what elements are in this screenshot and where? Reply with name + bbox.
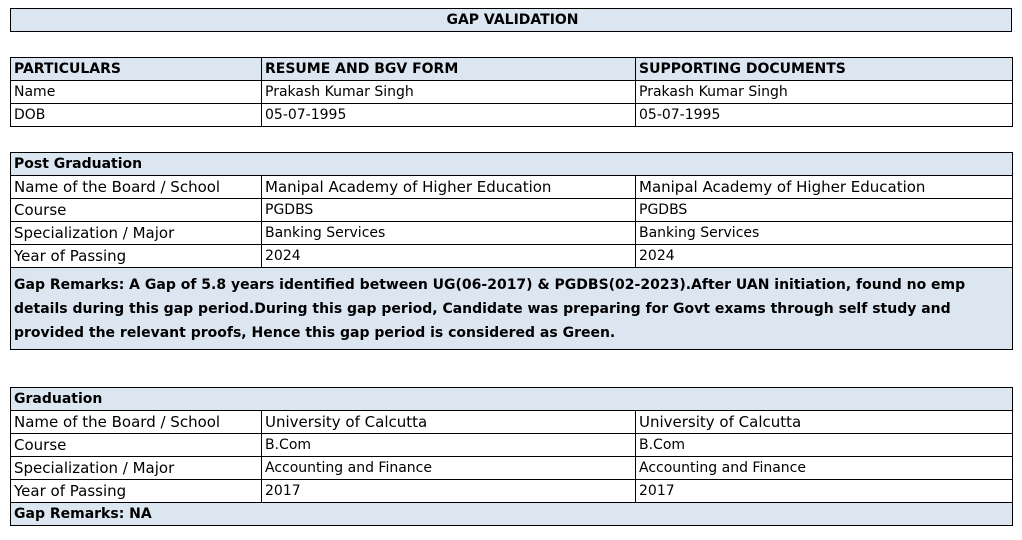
row-supporting: PGDBS [636,199,1013,222]
row-resume: University of Calcutta [262,411,636,434]
header-particulars: PARTICULARS [11,58,262,81]
row-label: Year of Passing [11,245,262,268]
row-supporting: Accounting and Finance [636,457,1013,480]
row-supporting: 2024 [636,245,1013,268]
row-supporting: 2017 [636,480,1013,503]
name-resume: Prakash Kumar Singh [262,81,636,104]
row-resume: 2024 [262,245,636,268]
row-label: Name of the Board / School [11,176,262,199]
row-supporting: University of Calcutta [636,411,1013,434]
row-label: Course [11,434,262,457]
dob-resume: 05-07-1995 [262,104,636,127]
section-title-graduation: Graduation [11,388,1013,411]
row-resume: Manipal Academy of Higher Education [262,176,636,199]
row-label: Name of the Board / School [11,411,262,434]
row-resume: Accounting and Finance [262,457,636,480]
post-graduation-table [10,152,1013,350]
dob-row [11,104,1013,127]
header-resume: RESUME AND BGV FORM [262,58,636,81]
table-row [11,480,1013,503]
row-resume: PGDBS [262,199,636,222]
section-title-post-graduation: Post Graduation [11,153,1013,176]
table-row [11,411,1013,434]
table-row [11,222,1013,245]
particulars-table [10,57,1013,127]
name-label: Name [11,81,262,104]
gap-remarks-graduation: Gap Remarks: NA [11,503,1013,526]
header-row [11,58,1013,81]
gap-remarks-post-graduation: Gap Remarks: A Gap of 5.8 years identified between UG(06-2017) & PGDBS(02-2023).After UAN initiation, found no emp details during this gap period.During this gap period, Candidate was preparing for Govt exams through self study and provided the relevant proofs, Hence this gap period is considered as Green. [11,268,1013,350]
row-supporting: Manipal Academy of Higher Education [636,176,1013,199]
row-supporting: B.Com [636,434,1013,457]
dob-label: DOB [11,104,262,127]
table-row [11,434,1013,457]
row-label: Year of Passing [11,480,262,503]
table-row [11,457,1013,480]
row-label: Specialization / Major [11,222,262,245]
table-row [11,245,1013,268]
page-title: GAP VALIDATION [11,9,1012,32]
name-supporting: Prakash Kumar Singh [636,81,1013,104]
table-row [11,176,1013,199]
title-table [10,8,1012,32]
row-resume: 2017 [262,480,636,503]
dob-supporting: 05-07-1995 [636,104,1013,127]
row-label: Specialization / Major [11,457,262,480]
row-supporting: Banking Services [636,222,1013,245]
row-resume: B.Com [262,434,636,457]
name-row [11,81,1013,104]
row-label: Course [11,199,262,222]
graduation-table [10,387,1013,526]
table-row [11,199,1013,222]
header-supporting: SUPPORTING DOCUMENTS [636,58,1013,81]
row-resume: Banking Services [262,222,636,245]
